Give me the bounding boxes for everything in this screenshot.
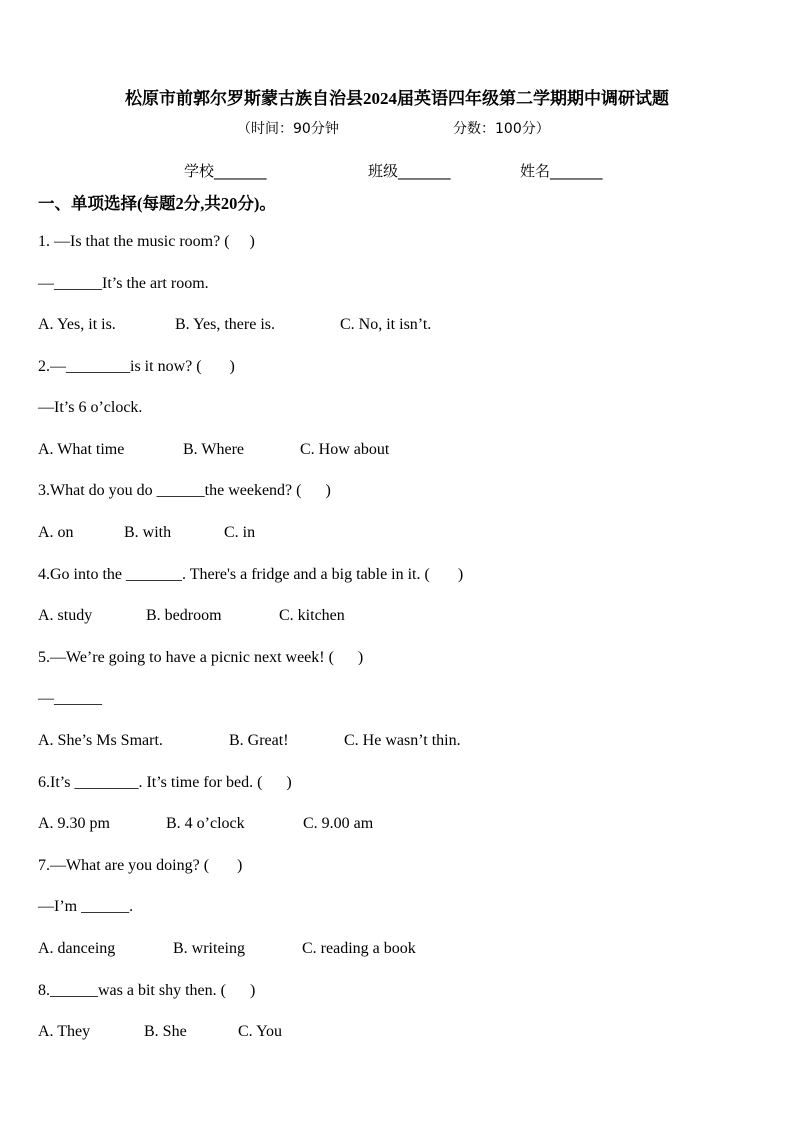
question-8-stem: 8.______was a bit shy then. ( ) bbox=[38, 982, 256, 999]
question-3-stem: 3.What do you do ______the weekend? ( ) bbox=[38, 482, 331, 499]
exam-time: （时间：90分钟 bbox=[237, 121, 339, 137]
question-1-answer-line: —______It’s the art room. bbox=[38, 275, 209, 292]
question-7-stem: 7.—What are you doing? ( ) bbox=[38, 857, 243, 874]
question-2-answer-line: —It’s 6 o’clock. bbox=[38, 399, 143, 416]
question-7-option-b: B. writeing bbox=[173, 940, 245, 957]
question-5-options bbox=[38, 732, 758, 754]
question-4-option-a: A. study bbox=[38, 607, 93, 624]
question-4-option-b: B. bedroom bbox=[146, 607, 222, 624]
question-8-option-a: A. They bbox=[38, 1023, 91, 1040]
question-8-options bbox=[38, 1023, 758, 1045]
question-3-options bbox=[38, 524, 758, 546]
question-1-options bbox=[38, 316, 758, 338]
question-6-option-c: C. 9.00 am bbox=[303, 815, 374, 832]
question-7-option-a: A. danceing bbox=[38, 940, 116, 957]
question-3-option-a: A. on bbox=[38, 524, 74, 541]
question-5-option-a: A. She’s Ms Smart. bbox=[38, 732, 163, 749]
question-2-option-a: A. What time bbox=[38, 441, 125, 458]
exam-title: 松原市前郭尔罗斯蒙古族自治县2024届英语四年级第二学期期中调研试题 bbox=[125, 89, 669, 108]
question-1-option-b: B. Yes, there is. bbox=[175, 316, 276, 333]
question-1-stem: 1. —Is that the music room? ( ) bbox=[38, 233, 255, 250]
question-3-option-c: C. in bbox=[224, 524, 256, 541]
question-2-stem: 2.—________is it now? ( ) bbox=[38, 358, 235, 375]
question-1-option-c: C. No, it isn’t. bbox=[340, 316, 432, 333]
question-8-option-c: C. You bbox=[238, 1023, 283, 1040]
question-2-option-b: B. Where bbox=[183, 441, 245, 458]
question-5-answer-line: —______ bbox=[38, 690, 102, 707]
exam-score: 分数：100分） bbox=[453, 121, 550, 137]
question-5-option-c: C. He wasn’t thin. bbox=[344, 732, 461, 749]
question-2-options bbox=[38, 441, 758, 463]
question-1-option-a: A. Yes, it is. bbox=[38, 316, 116, 333]
question-3-option-b: B. with bbox=[124, 524, 172, 541]
question-7-answer-line: —I’m ______. bbox=[38, 898, 134, 915]
name-field: 姓名_______ bbox=[520, 162, 603, 180]
question-4-option-c: C. kitchen bbox=[279, 607, 345, 624]
question-5-stem: 5.—We’re going to have a picnic next week! ( ) bbox=[38, 649, 364, 666]
school-field: 学校_______ bbox=[184, 162, 267, 180]
question-6-option-a: A. 9.30 pm bbox=[38, 815, 110, 832]
question-2-option-c: C. How about bbox=[300, 441, 390, 458]
question-6-stem: 6.It’s ________. It’s time for bed. ( ) bbox=[38, 774, 292, 791]
exam-time-score bbox=[237, 118, 550, 138]
question-6-options bbox=[38, 815, 758, 837]
section-title: 一、单项选择(每题2分,共20分)。 bbox=[38, 194, 276, 213]
question-4-stem: 4.Go into the _______. There's a fridge and a big table in it. ( ) bbox=[38, 566, 464, 583]
question-6-option-b: B. 4 o’clock bbox=[166, 815, 245, 832]
question-7-options bbox=[38, 940, 758, 962]
class-field: 班级_______ bbox=[368, 162, 451, 180]
question-7-option-c: C. reading a book bbox=[302, 940, 416, 957]
question-8-option-b: B. She bbox=[144, 1023, 187, 1040]
question-5-option-b: B. Great! bbox=[229, 732, 289, 749]
question-4-options bbox=[38, 607, 758, 629]
